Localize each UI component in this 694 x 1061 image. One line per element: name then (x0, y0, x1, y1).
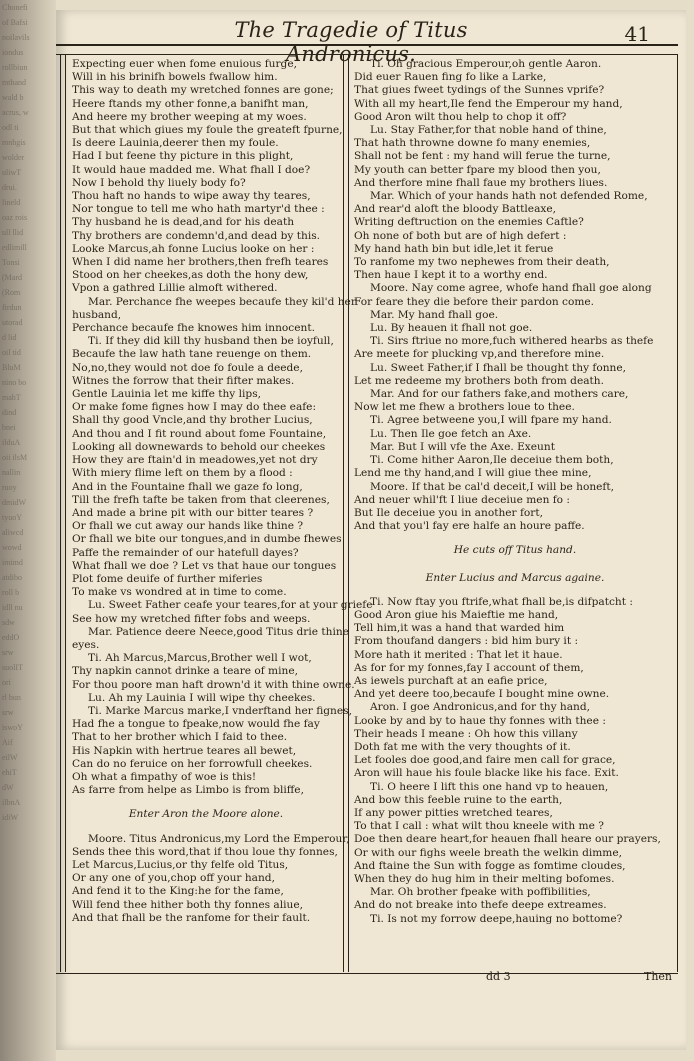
left-column-line: Till the frefh tafte be taken from that cleerenes, (72, 493, 330, 506)
gutter-text-fragment: iswoY (2, 723, 23, 732)
spacer (354, 561, 676, 569)
right-column-line: Are meete for plucking vp,and therefore mine. (354, 348, 605, 361)
left-column-line: Thou haft no hands to wipe away thy teares, (72, 190, 311, 203)
gutter-text-fragment: nallin (2, 468, 21, 477)
gutter-text-fragment: drui. (2, 183, 17, 192)
gutter-text-fragment: idiW (2, 813, 18, 822)
left-column-line: To make vs wondred at in time to come. (72, 586, 287, 599)
right-column-line: With all my heart,Ile fend the Emperour my hand, (354, 97, 623, 110)
left-text-column (72, 58, 373, 925)
right-column-line: Let me redeeme my brothers both from death. (354, 374, 604, 387)
right-column-line: Lu. Stay Father,for that noble hand of thine, (370, 124, 607, 137)
gutter-text-fragment: wowd (2, 543, 22, 552)
spacer (354, 533, 676, 541)
left-column-line: Nor tongue to tell me who hath martyr'd thee : (72, 203, 325, 216)
left-column-line: Lu. Sweet Father ceafe your teares,for at your griefe (88, 599, 373, 612)
right-column-line: Ti. Come hither Aaron,Ile deceiue them both, (370, 454, 614, 467)
left-column-line: See how my wretched fifter fobs and weeps. (72, 612, 311, 625)
left-column-line: Or fhall we bite our tongues,and in dumbe fhewes (72, 533, 342, 546)
right-column-line: Writing deftruction on the enemies Caftle? (354, 216, 584, 229)
spacer (72, 825, 340, 833)
left-column-line: Will fend thee hither both thy fonnes aliue, (72, 898, 303, 911)
gutter-text-fragment: wald b (2, 93, 24, 102)
left-column-line: Is deere Lauinia,deerer then my foule. (72, 137, 279, 150)
right-column-line: Oh none of both but are of high defert : (354, 229, 567, 242)
right-column-line: Their heads I meane : Oh how this villany (354, 727, 578, 740)
left-column-line: And that fhall be the ranfome for their fault. (72, 911, 311, 924)
right-column-line: And that you'l fay ere halfe an houre paffe. (354, 520, 585, 533)
right-column-line: And do not breake into thefe deepe extreames. (354, 899, 607, 912)
right-column-line: Lu. Then Ile goe fetch an Axe. (370, 427, 532, 440)
left-column-line: husband, (72, 308, 122, 321)
gutter-text-fragment: ull llid (2, 228, 24, 237)
gutter-text-fragment: mnhgis (2, 138, 26, 147)
frame-inner-left-rule (65, 54, 66, 972)
left-column-line: But that which giues my foule the greateft fpurne, (72, 124, 343, 137)
left-column-line: Paffe the remainder of our hatefull dayes? (72, 546, 299, 559)
gutter-text-fragment: dW (2, 783, 14, 792)
right-column-line: Tell him,it was a hand that warded him (354, 622, 565, 635)
page-number: 41 (624, 22, 650, 46)
left-column-line: Mar. Patience deere Neece,good Titus drie thine (88, 625, 349, 638)
right-column-line: That hath throwne downe fo many enemies, (354, 137, 591, 150)
stage-direction: Enter Lucius and Marcus againe. (425, 571, 605, 584)
frame-right-rule (677, 54, 678, 972)
left-column-line: No,no,they would not doe fo foule a deede, (72, 361, 303, 374)
header-rule (56, 44, 678, 46)
left-column-line: What fhall we doe ? Let vs that haue our tongues (72, 559, 337, 572)
left-column-line: Looke Marcus,ah fonne Lucius looke on her : (72, 242, 315, 255)
left-column-line: And in the Fountaine fhall we gaze fo long, (72, 480, 303, 493)
left-column-line: Ti. If they did kill thy husband then be ioyfull, (88, 335, 334, 348)
left-column-line: That to her brother which I faid to thee. (72, 731, 288, 744)
right-column-line: And therfore mine fhall faue my brothers liues. (354, 176, 608, 189)
frame-left-rule (60, 54, 61, 972)
left-column-line: Or fhall we cut away our hands like thine ? (72, 520, 304, 533)
left-column-line: Vpon a gathred Lillie almoft withered. (72, 282, 278, 295)
left-column-line: Now I behold thy liuely body fo? (72, 176, 246, 189)
gutter-text-fragment: ilduA (2, 438, 21, 447)
catchword: Then (643, 970, 672, 983)
gutter-text-fragment: ehiT (2, 768, 17, 777)
gutter-text-fragment: BluM (2, 363, 21, 372)
right-column-line: My youth can better fpare my blood then you, (354, 163, 601, 176)
right-column-line: Mar. And for our fathers fake,and mothers care, (370, 388, 629, 401)
gutter-text-fragment: tyuoY (2, 513, 22, 522)
right-column-line: Ti. Is not my forrow deepe,hauing no bottome? (370, 912, 623, 925)
gutter-text-fragment: ori (2, 678, 11, 687)
left-column-line: Ti. Marke Marcus marke,I vnderftand her fignes, (88, 704, 352, 717)
page-title: The Tragedie of Titus Andronicus. (234, 18, 468, 66)
left-column-line: Can do no feruice on her forrowfull cheekes. (72, 757, 313, 770)
gutter-text-fragment: of Bafsi (2, 18, 28, 27)
left-column-line: And heere my brother weeping at my woes. (72, 110, 307, 123)
left-column-line: Thy napkin cannot drinke a teare of mine, (72, 665, 298, 678)
stage-direction: He cuts off Titus hand. (453, 544, 577, 557)
left-column-line: Expecting euer when fome enuious furge, (72, 58, 297, 70)
left-column-line: Or make fome fignes how I may do thee eafe: (72, 401, 317, 414)
right-column-line: Aron will haue his foule blacke like his face. Exit. (354, 767, 619, 780)
left-column-line: Mar. Perchance fhe weepes becaufe they kil'd her (88, 295, 356, 308)
left-column-line: Perchance becaufe fhe knowes him innocent. (72, 322, 315, 335)
gutter-text-fragment: roll b (2, 588, 20, 597)
signature-mark: dd 3 (486, 970, 511, 983)
left-column-line: Had fhe a tongue to fpeake,now would fhe fay (72, 718, 320, 731)
left-column-line: Ti. Ah Marcus,Marcus,Brother well I wot, (88, 652, 312, 665)
right-column-line: And yet deere too,becaufe I bought mine owne. (354, 688, 610, 701)
right-column-line: Mar. Which of your hands hath not defended Rome, (370, 190, 648, 203)
right-column-line: To ranfome my two nephewes from their death, (354, 256, 610, 269)
left-column-line: For thou poore man haft drown'd it with thine owne. (72, 678, 355, 691)
right-column-line: And neuer whil'ft I liue deceiue men fo : (354, 493, 570, 506)
right-column-line: Looke by and by to haue thy fonnes with thee : (354, 714, 606, 727)
right-column-line: If any power pitties wretched teares, (354, 806, 553, 819)
gutter-text-fragment: oil tid (2, 348, 21, 357)
left-column-line: Thy brothers are condemn'd,and dead by this. (72, 229, 321, 242)
gutter-text-fragment: atdibo (2, 573, 22, 582)
left-column-line: When I did name her brothers,then frefh teares (72, 256, 329, 269)
left-column-line: Gentle Lauinia let me kiffe thy lips, (72, 388, 262, 401)
right-column-line: That giues fweet tydings of the Sunnes vprife? (354, 84, 605, 97)
stage-direction: Enter Aron the Moore alone. (128, 808, 284, 821)
gutter-text-fragment: mthand (2, 78, 26, 87)
left-column-line: Looking all downewards to behold our cheekes (72, 440, 326, 453)
right-column-line: Lend me thy hand,and I will giue thee mine, (354, 467, 592, 480)
right-column-line: But Ile deceiue you in another fort, (354, 506, 543, 519)
gutter-text-fragment: bnei (2, 423, 16, 432)
gutter-text-fragment: eddO (2, 633, 20, 642)
gutter-text-fragment: (Rom (2, 288, 21, 297)
left-column-line: How they are ftain'd in meadowes,yet not dry (72, 454, 318, 467)
right-column-line: Let fooles doe good,and faire men call for grace, (354, 754, 616, 767)
right-column-line: And rear'd aloft the bloody Battleaxe, (354, 203, 557, 216)
right-column-line: For feare they die before their pardon come. (354, 295, 595, 308)
gutter-text-fragment: dind (2, 408, 17, 417)
gutter-text-fragment: nino bo (2, 378, 27, 387)
gutter-text-fragment: d lid (2, 333, 17, 342)
left-column-line: eyes. (72, 638, 100, 651)
gutter-text-fragment: dmidW (2, 498, 26, 507)
gutter-text-fragment: firdun (2, 303, 22, 312)
left-column-line: This way to death my wretched fonnes are gone; (72, 84, 334, 97)
gutter-text-fragment: rollbiun (2, 63, 28, 72)
right-column-line: Or with our fighs weele breath the welkin dimme, (354, 846, 622, 859)
left-column-line: And thou and I fit round about fome Fountaine, (72, 427, 327, 440)
adjacent-page-gutter (0, 0, 56, 1061)
left-column-line: As farre from helpe as Limbo is from bliffe, (72, 784, 304, 797)
right-column-line: Then haue I kept it to a worthy end. (354, 269, 548, 282)
gutter-text-fragment: Aif (2, 738, 13, 747)
spacer (354, 588, 676, 596)
right-column-line: Lu. By heauen it fhall not goe. (370, 322, 533, 335)
left-column-line: Lu. Ah my Lauinia I will wipe thy cheekes. (88, 691, 316, 704)
gutter-text-fragment: eilW (2, 753, 18, 762)
left-column-line: And made a brine pit with our bitter teares ? (72, 506, 314, 519)
right-column-line: As iewels purchaft at an eafie price, (354, 674, 548, 687)
right-column-line: Good Aron giue his Maieftie me hand, (354, 608, 559, 621)
gutter-text-fragment: odl ti (2, 123, 19, 132)
gutter-text-fragment: Tonsi (2, 258, 20, 267)
left-column-line: With miery flime left on them by a flood : (72, 467, 293, 480)
left-column-line: Will in his brinifh bowels fwallow him. (72, 71, 278, 84)
left-column-line: Stood on her cheekes,as doth the hony dew, (72, 269, 309, 282)
gutter-text-fragment: (Mard (2, 273, 22, 282)
gutter-text-fragment: uliwT (2, 168, 22, 177)
left-column-line: His Napkin with hertrue teares all bewet, (72, 744, 297, 757)
left-column-line: Moore. Titus Andronicus,my Lord the Emperour, (88, 832, 350, 845)
right-column-line: More hath it merited : That let it haue. (354, 648, 563, 661)
left-column-line: And fend it to the King:he for the fame, (72, 885, 284, 898)
right-column-line: Good Aron wilt thou help to chop it off? (354, 110, 567, 123)
gutter-text-fragment: iondus (2, 48, 24, 57)
left-column-line: Thy husband he is dead,and for his death (72, 216, 295, 229)
right-column-line: Lu. Sweet Father,if I fhall be thought thy fonne, (370, 361, 627, 374)
gutter-text-fragment: edlimill (2, 243, 27, 252)
gutter-text-fragment: wolder (2, 153, 25, 162)
gutter-text-fragment: oii ilsM (2, 453, 28, 462)
gutter-text-fragment: idll nu (2, 603, 23, 612)
right-column-line: Mar. Oh brother fpeake with poffibilities, (370, 886, 591, 899)
right-column-line: Aron. I goe Andronicus,and for thy hand, (370, 701, 591, 714)
book-page (56, 10, 686, 1050)
right-column-line: Ti. Sirs ftriue no more,fuch withered hearbs as thefe (370, 335, 654, 348)
right-column-line: And bow this feeble ruine to the earth, (354, 793, 563, 806)
gutter-text-fragment: mahT (2, 393, 21, 402)
right-column-line: Moore. If that be cal'd deceit,I will be honeft, (370, 480, 614, 493)
right-column-line: As for for my fonnes,fay I account of them, (354, 661, 584, 674)
gutter-text-fragment: oaz rois (2, 213, 28, 222)
gutter-text-fragment: ruoy (2, 483, 17, 492)
left-column-line: Sends thee this word,that if thou loue thy fonnes, (72, 845, 338, 858)
gutter-text-fragment: noilavils (2, 33, 30, 42)
left-column-line: Witnes the forrow that their fifter makes. (72, 374, 295, 387)
right-column-line: Doth fat me with the very thoughts of it. (354, 740, 571, 753)
gutter-text-fragment: utorad (2, 318, 23, 327)
right-text-column (354, 58, 676, 926)
left-column-line: Shall thy good Vncle,and thy brother Lucius, (72, 414, 313, 427)
left-column-line: Becaufe the law hath tane reuenge on them. (72, 348, 312, 361)
right-column-line: Ti. Agree betweene you,I will fpare my hand. (370, 414, 612, 427)
right-column-line: Did euer Rauen fing fo like a Larke, (354, 71, 547, 84)
right-column-line: Now let me fhew a brothers loue to thee. (354, 401, 575, 414)
gutter-text-fragment: acrus, w (2, 108, 29, 117)
right-column-line: Mar. But I will vfe the Axe. Exeunt (370, 440, 555, 453)
left-column-line: It would haue madded me. What fhall I doe? (72, 163, 311, 176)
right-column-line: Mar. My hand fhall goe. (370, 308, 499, 321)
right-column-line: Shall not be fent : my hand will ferue the turne, (354, 150, 611, 163)
gutter-text-fragment: imimd (2, 558, 23, 567)
left-column-line: Heere ftands my other fonne,a banifht man, (72, 97, 309, 110)
right-column-line: Ti. Now ftay you ftrife,what fhall be,is difpatcht : (370, 595, 633, 608)
right-column-line: Ti. O heere I lift this one hand vp to heauen, (370, 780, 609, 793)
gutter-text-fragment: sdw (2, 618, 15, 627)
right-column-line: From thoufand dangers : bid him bury it : (354, 635, 579, 648)
right-column-line: To that I call : what wilt thou kneele with me ? (354, 820, 604, 833)
right-column-line: My hand hath bin but idle,let it ferue (354, 242, 554, 255)
right-column-line: And ftaine the Sun with fogge as fomtime cloudes, (354, 859, 626, 872)
right-column-line: When they do hug him in their melting bofomes. (354, 872, 615, 885)
gutter-text-fragment: rl bun (2, 693, 21, 702)
gutter-text-fragment: aliwcd (2, 528, 24, 537)
gutter-text-fragment: srw (2, 708, 14, 717)
right-column-line: Ti. Oh gracious Emperour,oh gentle Aaron. (370, 58, 602, 70)
gutter-text-fragment: lineld (2, 198, 21, 207)
gutter-text-fragment: srw (2, 648, 14, 657)
right-column-line: Doe then deare heart,for heauen fhall heare our prayers, (354, 833, 661, 846)
spacer (72, 797, 340, 805)
gutter-text-fragment: ilbnA (2, 798, 21, 807)
left-column-line: Or any one of you,chop off your hand, (72, 872, 275, 885)
gutter-text-fragment: suolIT (2, 663, 23, 672)
left-column-line: Plot fome deuife of further miferies (72, 572, 263, 585)
left-column-line: Oh what a fimpathy of woe is this! (72, 770, 257, 783)
gutter-text-fragment: Chonefi (2, 3, 28, 12)
left-column-line: Had I but feene thy picture in this plight, (72, 150, 294, 163)
left-column-line: Let Marcus,Lucius,or thy felfe old Titus, (72, 858, 289, 871)
right-column-line: Moore. Nay come agree, whofe hand fhall goe along (370, 282, 652, 295)
